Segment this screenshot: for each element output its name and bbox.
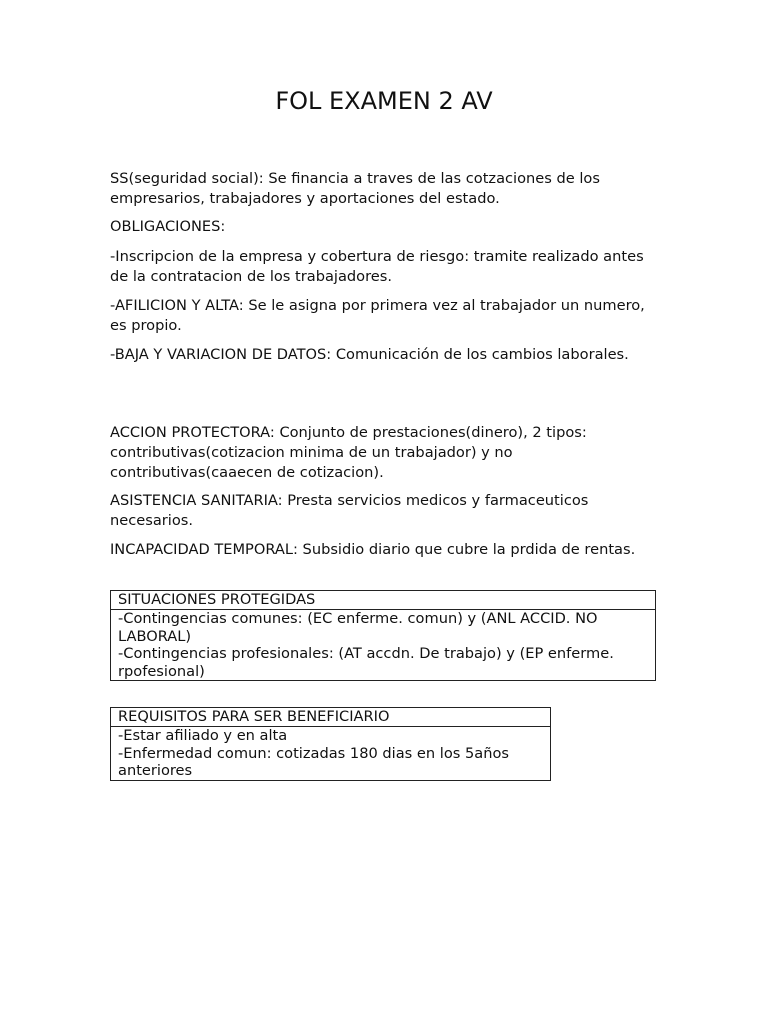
table-header-situaciones: SITUACIONES PROTEGIDAS bbox=[111, 591, 655, 610]
table-line: -Estar afiliado y en alta bbox=[118, 727, 288, 744]
table-line: LABORAL) bbox=[118, 627, 192, 645]
paragraph-asistencia-sanitaria: ASISTENCIA SANITARIA: Presta servicios medicos y farmaceuticos necesarios. bbox=[110, 492, 589, 529]
paragraph-obligaciones-heading: OBLIGACIONES: bbox=[110, 218, 226, 235]
table-line: anteriores bbox=[118, 762, 193, 779]
table-situaciones-protegidas bbox=[110, 590, 656, 681]
paragraph-accion-protectora: ACCION PROTECTORA: Conjunto de prestaciones(dinero), 2 tipos: contributivas(cotizacion minima de un trabajador) y no contributivas(caaecen de cotizacion). bbox=[110, 424, 587, 481]
paragraph-baja-variacion: -BAJA Y VARIACION DE DATOS: Comunicación de los cambios laborales. bbox=[110, 346, 629, 363]
paragraph-afiliacion-alta: -AFILICION Y ALTA: Se le asigna por primera vez al trabajador un numero, es propio. bbox=[110, 297, 645, 334]
table-header-requisitos: REQUISITOS PARA SER BENEFICIARIO bbox=[111, 708, 550, 727]
paragraph-seguridad-social: SS(seguridad social): Se financia a traves de las cotzaciones de los empresarios, trabajadores y aportaciones del estado. bbox=[110, 170, 600, 207]
document-title: FOL EXAMEN 2 AV bbox=[275, 87, 493, 115]
table-line: rpofesional) bbox=[118, 662, 205, 680]
paragraph-incapacidad-temporal: INCAPACIDAD TEMPORAL: Subsidio diario que cubre la prdida de rentas. bbox=[110, 541, 636, 558]
table-line: -Contingencias comunes: (EC enferme. comun) y (ANL ACCID. NO bbox=[118, 610, 598, 627]
paragraph-inscripcion: -Inscripcion de la empresa y cobertura de riesgo: tramite realizado antes de la contratacion de los trabajadores. bbox=[110, 248, 644, 285]
table-line: -Enfermedad comun: cotizadas 180 dias en los 5años bbox=[118, 744, 510, 762]
table-requisitos-beneficiario bbox=[110, 707, 551, 781]
table-cell-requisitos bbox=[111, 727, 550, 780]
table-cell-situaciones bbox=[111, 610, 655, 680]
table-line: -Contingencias profesionales: (AT accdn. De trabajo) y (EP enferme. bbox=[118, 645, 614, 662]
